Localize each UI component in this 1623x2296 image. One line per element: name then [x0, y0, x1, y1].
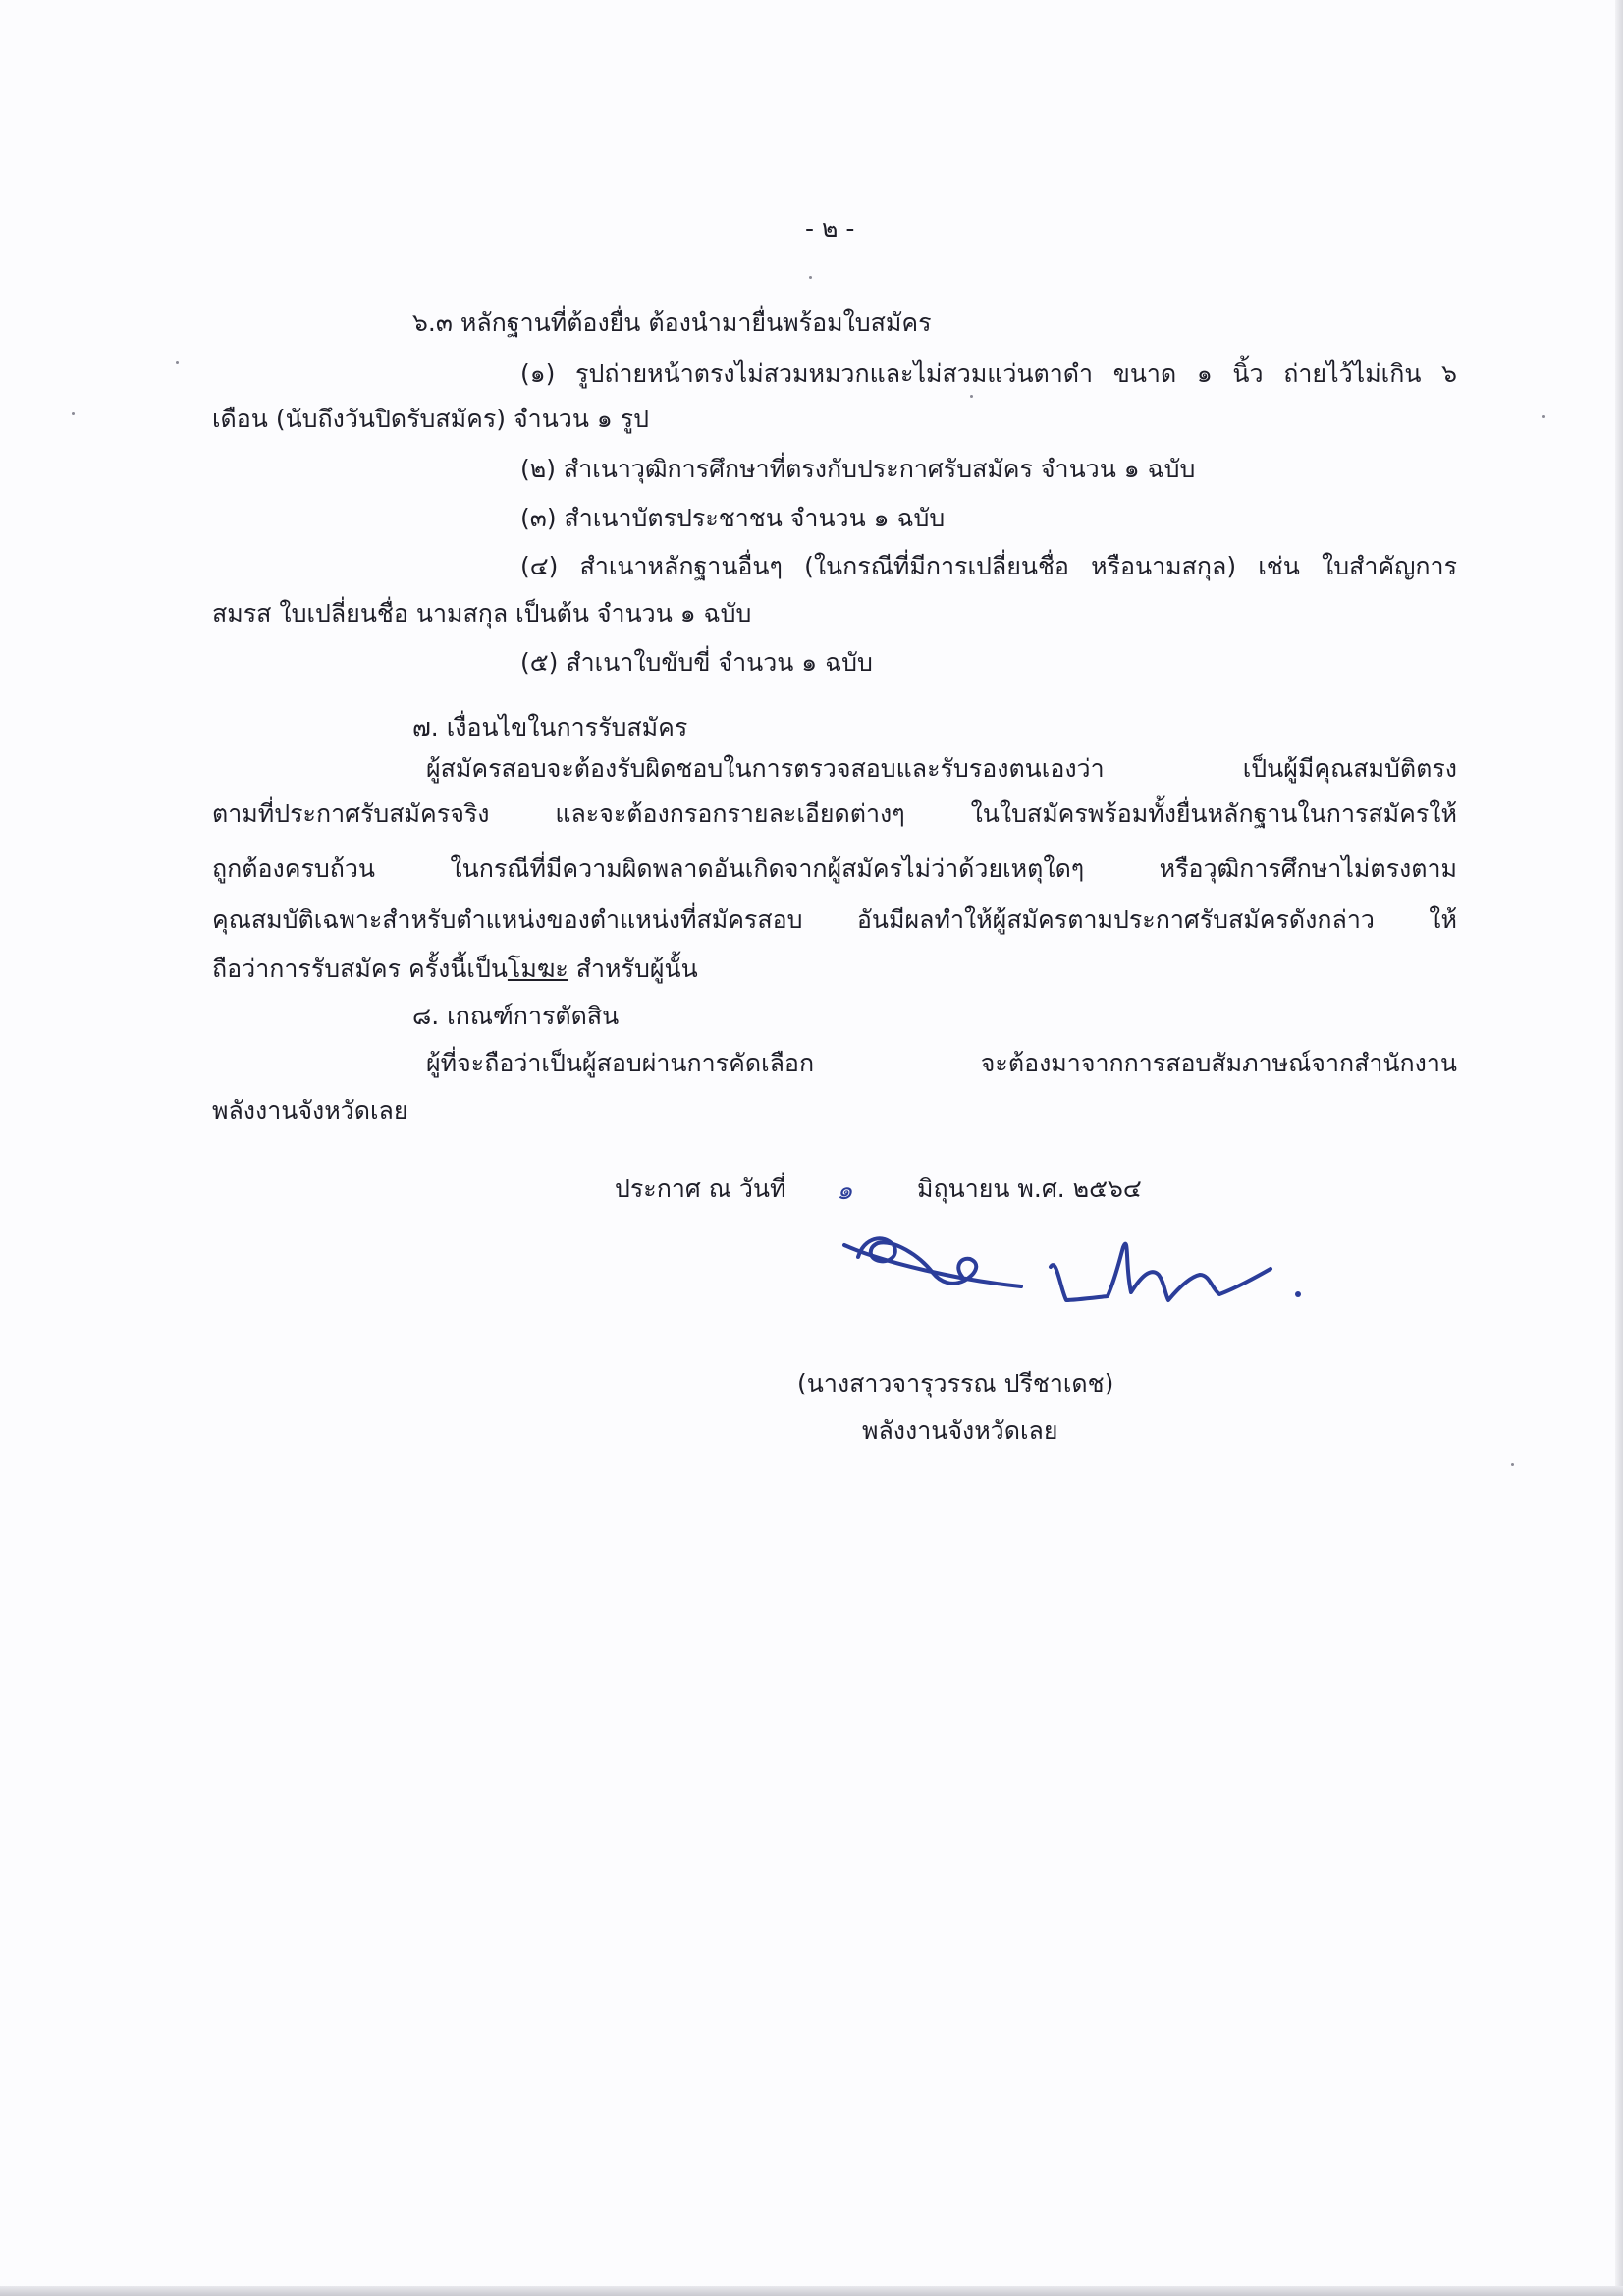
item-4-line-2: สมรส ใบเปลี่ยนชื่อ นามสกุล เป็นต้น จำนวน ๑ ฉบับ [212, 599, 752, 628]
announcement-month-year: มิถุนายน พ.ศ. ๒๕๖๔ [917, 1175, 1142, 1203]
section-7-line-3: ถูกต้องครบถ้วน ในกรณีที่มีความผิดพลาดอันเกิดจากผู้สมัครไม่ว่าด้วยเหตุใดๆ หรือวุฒิการศึกษาไม่ตรงตาม [212, 854, 1457, 883]
section-7-line-5 [212, 953, 698, 986]
item-4-line-1: (๔) สำเนาหลักฐานอื่นๆ (ในกรณีที่มีการเปลี่ยนชื่อ หรือนามสกุล) เช่น ใบสำคัญการ [520, 552, 1457, 580]
scan-speck [176, 361, 179, 364]
page-edge-bottom [0, 2286, 1623, 2296]
section-8-heading: ๘. เกณฑ์การตัดสิน [412, 1002, 620, 1030]
signatory-name: (นางสาวจารุวรรณ ปรีชาเดช) [797, 1369, 1114, 1397]
page-edge-right [1615, 0, 1623, 2296]
section-6-3-heading: ๖.๓ หลักฐานที่ต้องยื่น ต้องนำมายื่นพร้อมใบสมัคร [412, 308, 932, 337]
scan-speck [1542, 415, 1545, 418]
signatory-position: พลังงานจังหวัดเลย [862, 1416, 1058, 1445]
section-7-line-4: คุณสมบัติเฉพาะสำหรับตำแหน่งของตำแหน่งที่สมัครสอบ อันมีผลทำให้ผู้สมัครตามประกาศรับสมัครดังกล่าว ให้ [212, 905, 1457, 934]
item-2: (๒) สำเนาวุฒิการศึกษาที่ตรงกับประกาศรับสมัคร จำนวน ๑ ฉบับ [520, 455, 1196, 483]
item-5: (๕) สำเนาใบขับขี่ จำนวน ๑ ฉบับ [520, 648, 873, 677]
scan-speck [72, 412, 75, 415]
announcement-prefix: ประกาศ ณ วันที่ [615, 1175, 786, 1203]
item-1-line-1: (๑) รูปถ่ายหน้าตรงไม่สวมหมวกและไม่สวมแว่นตาดำ ขนาด ๑ นิ้ว ถ่ายไว้ไม่เกิน ๖ [520, 359, 1457, 388]
void-term: โมฆะ [507, 955, 568, 983]
section-8-line-2: พลังงานจังหวัดเลย [212, 1096, 408, 1124]
section-7-line-2: ตามที่ประกาศรับสมัครจริง และจะต้องกรอกรายละเอียดต่างๆ ในใบสมัครพร้อมทั้งยื่นหลักฐานในการสมัครให้ [212, 799, 1457, 828]
section-7-line-5-end: สำหรับผู้นั้น [568, 955, 698, 983]
section-8-line-1: ผู้ที่จะถือว่าเป็นผู้สอบผ่านการคัดเลือก จะต้องมาจากการสอบสัมภาษณ์จากสำนักงาน [426, 1049, 1457, 1077]
signature [825, 1198, 1335, 1355]
item-3: (๓) สำเนาบัตรประชาชน จำนวน ๑ ฉบับ [520, 504, 946, 532]
announcement-day: ๑ [837, 1176, 853, 1206]
scan-speck [1511, 1463, 1514, 1466]
page-number: - ๒ - [805, 214, 855, 243]
section-7-heading: ๗. เงื่อนไขในการรับสมัคร [412, 713, 688, 741]
section-7-line-5-text: ถือว่าการรับสมัคร ครั้งนี้เป็น [212, 955, 508, 983]
scan-speck [809, 276, 812, 279]
item-1-line-2: เดือน (นับถึงวันปิดรับสมัคร) จำนวน ๑ รูป [212, 405, 649, 433]
scan-speck [970, 395, 973, 398]
section-7-line-1: ผู้สมัครสอบจะต้องรับผิดชอบในการตรวจสอบและรับรองตนเองว่า เป็นผู้มีคุณสมบัติตรง [426, 754, 1457, 783]
